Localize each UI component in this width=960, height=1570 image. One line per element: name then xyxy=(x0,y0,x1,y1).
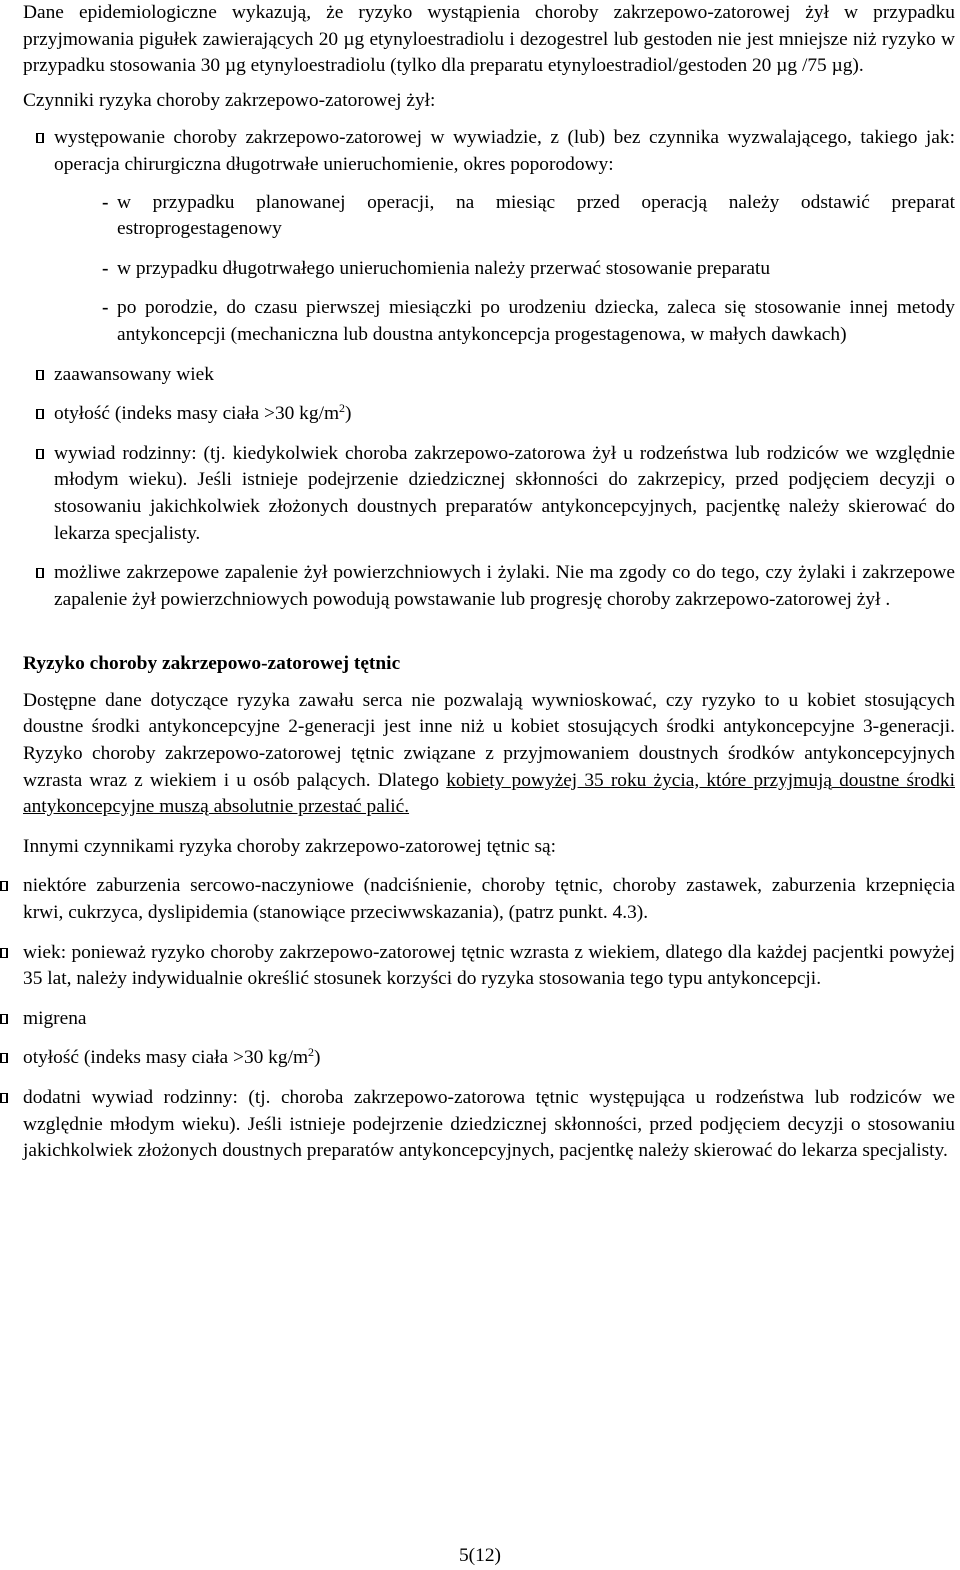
smoking-warning: kobiety powyżej 35 roku życia, które przyjmują doustne środki antykoncepcyjne muszą absolutnie przestać palić. xyxy=(23,769,955,818)
list-item: możliwe zakrzepowe zapalenie żył powierzchniowych i żylaki. Nie ma zgody co do tego, czy żylaki i zakrzepowe zapalenie żył powierzchniowych powodują powstawanie lub progresję choroby zakrzepowo-zatorowej żył . xyxy=(23,560,955,613)
square-bullet-icon xyxy=(36,449,44,459)
list-item: wiek: ponieważ ryzyko choroby zakrzepowo-zatorowej tętnic wzrasta z wiekiem, dlatego dla każdej pacjentki powyżej 35 lat, należy indywidualnie określić stosunek korzyści do ryzyka stosowania tego typu antykoncepcji. xyxy=(23,940,955,993)
list-item: otyłość (indeks masy ciała >30 $kg/m^2$) xyxy=(23,401,955,428)
square-bullet-icon xyxy=(0,948,8,958)
venous-risk-list xyxy=(23,125,955,613)
arterial-risk-list xyxy=(23,873,955,1164)
sub-list xyxy=(54,190,955,349)
sub-list-item: - w przypadku długotrwałego unieruchomienia należy przerwać stosowanie preparatu xyxy=(54,256,955,283)
dash-icon: - xyxy=(102,297,109,319)
list-item: występowanie choroby zakrzepowo-zatorowej w wywiadzie, z (lub) bez czynnika wyzwalającego, takiego jak: operacja chirurgiczna długotrwałe unieruchomienie, okres poporodowy: - w przypadku planowanej operacji, na miesiąc przed operacją należy odstawić preparat estroprogestagenowy - w przypadku długotrwałego unieruchomienia należy przerwać stosowanie preparatu - po porodzie, do czasu pierwszej miesiączki po urodzeniu dziecka, zaleca się stosowanie innej metody antykoncepcji (mechaniczna lub doustna antykoncepcja progestagenowa, w małych dawkach) xyxy=(23,125,955,348)
intro-paragraph: Dane epidemiologiczne wykazują, że ryzyko wystąpienia choroby zakrzepowo-zatorowej żył w przypadku przyjmowania pigułek zawierających 20 µg etynyloestradiolu i dezogestrel lub gestoden nie jest mniejsze niż ryzyko w przypadku stosowania 30 µg etynyloestradiolu (tylko dla preparatu etynyloestradiol/gestoden 20 µg /75 µg). xyxy=(23,2,955,77)
document-page xyxy=(23,0,955,1165)
square-bullet-icon xyxy=(0,1093,8,1103)
sub-list-item: - po porodzie, do czasu pierwszej miesiączki po urodzeniu dziecka, zaleca się stosowanie innej metody antykoncepcji (mechaniczna lub doustna antykoncepcja progestagenowa, w małych dawkach) xyxy=(102,297,955,345)
venous-risk-title: Czynniki ryzyka choroby zakrzepowo-zatorowej żył: xyxy=(23,89,436,111)
list-item: wywiad rodzinny: (tj. kiedykolwiek choroba zakrzepowo-zatorowa żył u rodzeństwa lub rodziców we względnie młodym wieku). Jeśli istnieje podejrzenie dziedzicznej skłonności do zakrzepicy, przed podjęciem decyzji o stosowaniu jakichkolwiek złożonych doustnych preparatów antykoncepcyjnych, pacjentkę należy skierować do lekarza specjalisty. xyxy=(23,441,955,547)
arterial-paragraph: Dostępne dane dotyczące ryzyka zawału serca nie pozwalają wywnioskować, czy ryzyko to u kobiet stosujących doustne środki antykoncepcyjne 2-generacji jest inne niż u kobiet stosujących środki antykoncepcyjne 3-generacji. Ryzyko choroby zakrzepowo-zatorowej tętnic związane z przyjmowaniem doustnych środków antykoncepcyjnych wzrasta wraz z wiekiem i u osób palących. Dlatego kobiety powyżej 35 roku życia, które przyjmują doustne środki antykoncepcyjne muszą absolutnie przestać palić. xyxy=(23,689,955,818)
sub-list-item: - w przypadku planowanej operacji, na miesiąc przed operacją należy odstawić preparat estroprogestagenowy xyxy=(102,191,955,240)
list-item: zaawansowany wiek xyxy=(23,362,955,389)
list-item: dodatni wywiad rodzinny: (tj. choroba zakrzepowo-zatorowa tętnic występująca u rodzeństwa lub rodziców we względnie młodym wieku). Jeśli istnieje podejrzenie dziedzicznej skłonności, przed podjęciem decyzji o stosowaniu jakichkolwiek złożonych doustnych preparatów antykoncepcyjnych, pacjentkę należy skierować do lekarza specjalisty. xyxy=(23,1085,955,1165)
square-bullet-icon xyxy=(0,1014,8,1024)
dash-icon: - xyxy=(102,191,109,213)
square-bullet-icon xyxy=(36,409,44,419)
dash-icon: - xyxy=(102,257,109,279)
square-bullet-icon xyxy=(0,1053,8,1063)
page-number: 5(12) xyxy=(458,1545,501,1566)
list-item: otyłość (indeks masy ciała >30 $kg/m^2$) xyxy=(23,1045,955,1072)
square-bullet-icon xyxy=(36,568,44,578)
square-bullet-icon xyxy=(36,370,44,380)
arterial-section-heading: Ryzyko choroby zakrzepowo-zatorowej tętnic xyxy=(23,653,401,675)
square-bullet-icon xyxy=(0,881,8,891)
list-item: migrena xyxy=(23,1006,955,1033)
square-bullet-icon xyxy=(36,133,44,143)
list-item: niektóre zaburzenia sercowo-naczyniowe (nadciśnienie, choroby tętnic, choroby zastawek, zaburzenia krzepnięcia krwi, cukrzyca, dyslipidemia (stanowiące przeciwwskazania), (patrz punkt. 4.3). xyxy=(23,873,955,926)
arterial-risk-title: Innymi czynnikami ryzyka choroby zakrzepowo-zatorowej tętnic są: xyxy=(23,835,557,857)
